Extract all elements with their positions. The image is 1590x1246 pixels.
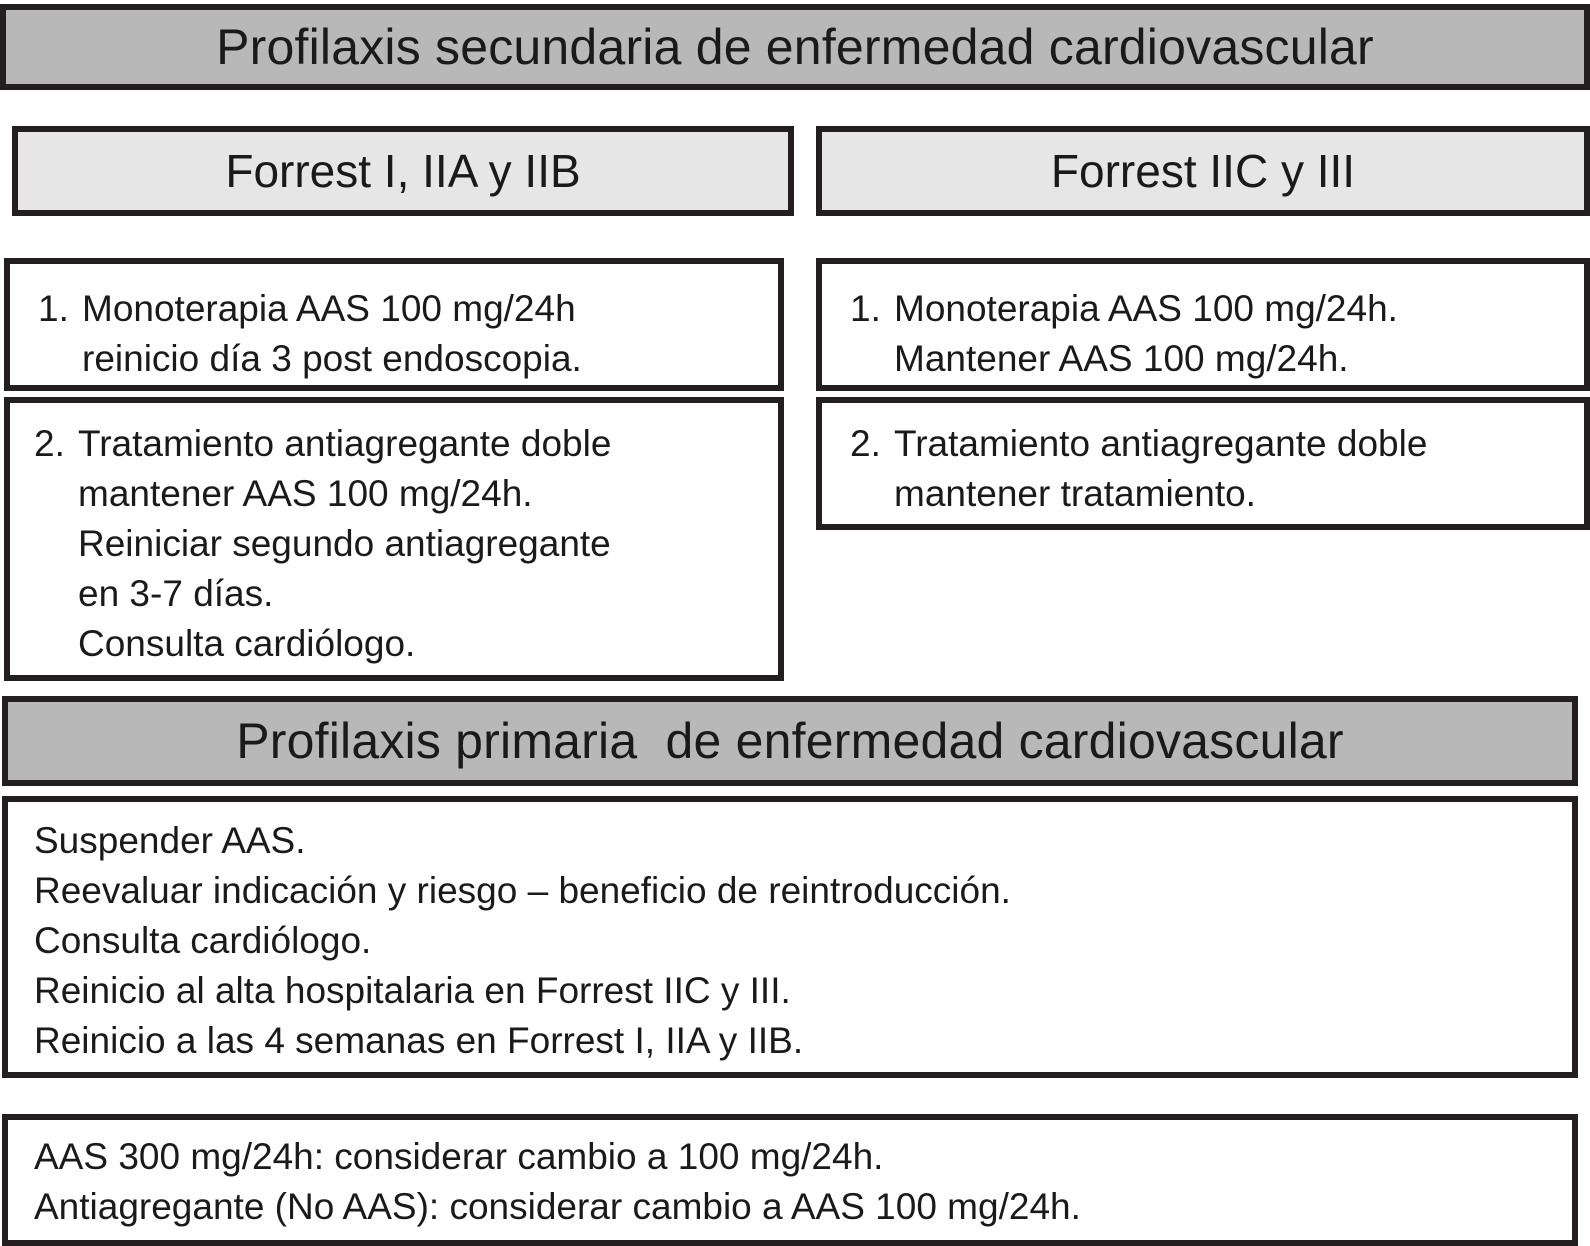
left-item-1-box bbox=[4, 258, 784, 391]
forrest-i-iia-iib-header bbox=[12, 126, 794, 216]
right-item-2-line-1 bbox=[850, 419, 1427, 469]
primary-prophylaxis-title bbox=[2, 696, 1578, 786]
primary-prophylaxis-box bbox=[2, 796, 1578, 1078]
right-item-1-number: 1. bbox=[850, 288, 881, 329]
left-item-2-line-1-text: Tratamiento antiagregante doble bbox=[78, 423, 612, 464]
right-item-1-box bbox=[816, 258, 1590, 391]
forrest-iic-iii-header bbox=[816, 126, 1590, 216]
left-item-2-number: 2. bbox=[34, 423, 65, 464]
forrest-iic-iii-header-text: Forrest IIC y III bbox=[1050, 145, 1356, 197]
dose-note-box bbox=[2, 1114, 1578, 1246]
secondary-prophylaxis-title bbox=[0, 4, 1590, 90]
left-item-2-line-5: Consulta cardiólogo. bbox=[78, 623, 416, 664]
left-item-1-number: 1. bbox=[38, 288, 69, 329]
left-item-1-line-1 bbox=[38, 284, 582, 334]
secondary-prophylaxis-title-text: Profilaxis secundaria de enfermedad cardiovascular bbox=[216, 19, 1374, 75]
left-item-2-line-2: mantener AAS 100 mg/24h. bbox=[78, 473, 533, 514]
forrest-i-iia-iib-header-text: Forrest I, IIA y IIB bbox=[225, 145, 581, 197]
right-item-1 bbox=[850, 284, 1398, 384]
right-item-2 bbox=[850, 419, 1427, 519]
left-item-2-line-3: Reiniciar segundo antiagregante bbox=[78, 523, 611, 564]
right-item-2-box bbox=[816, 397, 1590, 530]
right-item-2-line-2: mantener tratamiento. bbox=[894, 473, 1256, 514]
dose-note-list bbox=[34, 1132, 1081, 1232]
primary-line-3: Consulta cardiólogo. bbox=[34, 920, 372, 961]
dose-note-line-2: Antiagregante (No AAS): considerar cambio a AAS 100 mg/24h. bbox=[34, 1186, 1081, 1227]
left-item-2-line-4: en 3-7 días. bbox=[78, 573, 274, 614]
left-item-2-box bbox=[4, 397, 784, 681]
left-item-1-line-2: reinicio día 3 post endoscopia. bbox=[82, 338, 582, 379]
primary-line-2: Reevaluar indicación y riesgo – beneficio de reintroducción. bbox=[34, 870, 1011, 911]
left-item-2 bbox=[34, 419, 611, 669]
right-item-1-line-1 bbox=[850, 284, 1398, 334]
left-item-1 bbox=[38, 284, 582, 384]
dose-note-line-1: AAS 300 mg/24h: considerar cambio a 100 mg/24h. bbox=[34, 1136, 884, 1177]
primary-prophylaxis-title-text: Profilaxis primaria de enfermedad cardiovascular bbox=[236, 713, 1344, 769]
left-item-2-line-1 bbox=[34, 419, 611, 469]
primary-line-4: Reinicio al alta hospitalaria en Forrest IIC y III. bbox=[34, 970, 791, 1011]
primary-prophylaxis-list bbox=[34, 816, 1011, 1066]
right-item-2-number: 2. bbox=[850, 423, 881, 464]
left-item-1-line-1-text: Monoterapia AAS 100 mg/24h bbox=[82, 288, 576, 329]
primary-line-5: Reinicio a las 4 semanas en Forrest I, IIA y IIB. bbox=[34, 1020, 804, 1061]
right-item-2-line-1-text: Tratamiento antiagregante doble bbox=[894, 423, 1428, 464]
primary-line-1: Suspender AAS. bbox=[34, 820, 306, 861]
right-item-1-line-1-text: Monoterapia AAS 100 mg/24h. bbox=[894, 288, 1398, 329]
right-item-1-line-2: Mantener AAS 100 mg/24h. bbox=[894, 338, 1349, 379]
